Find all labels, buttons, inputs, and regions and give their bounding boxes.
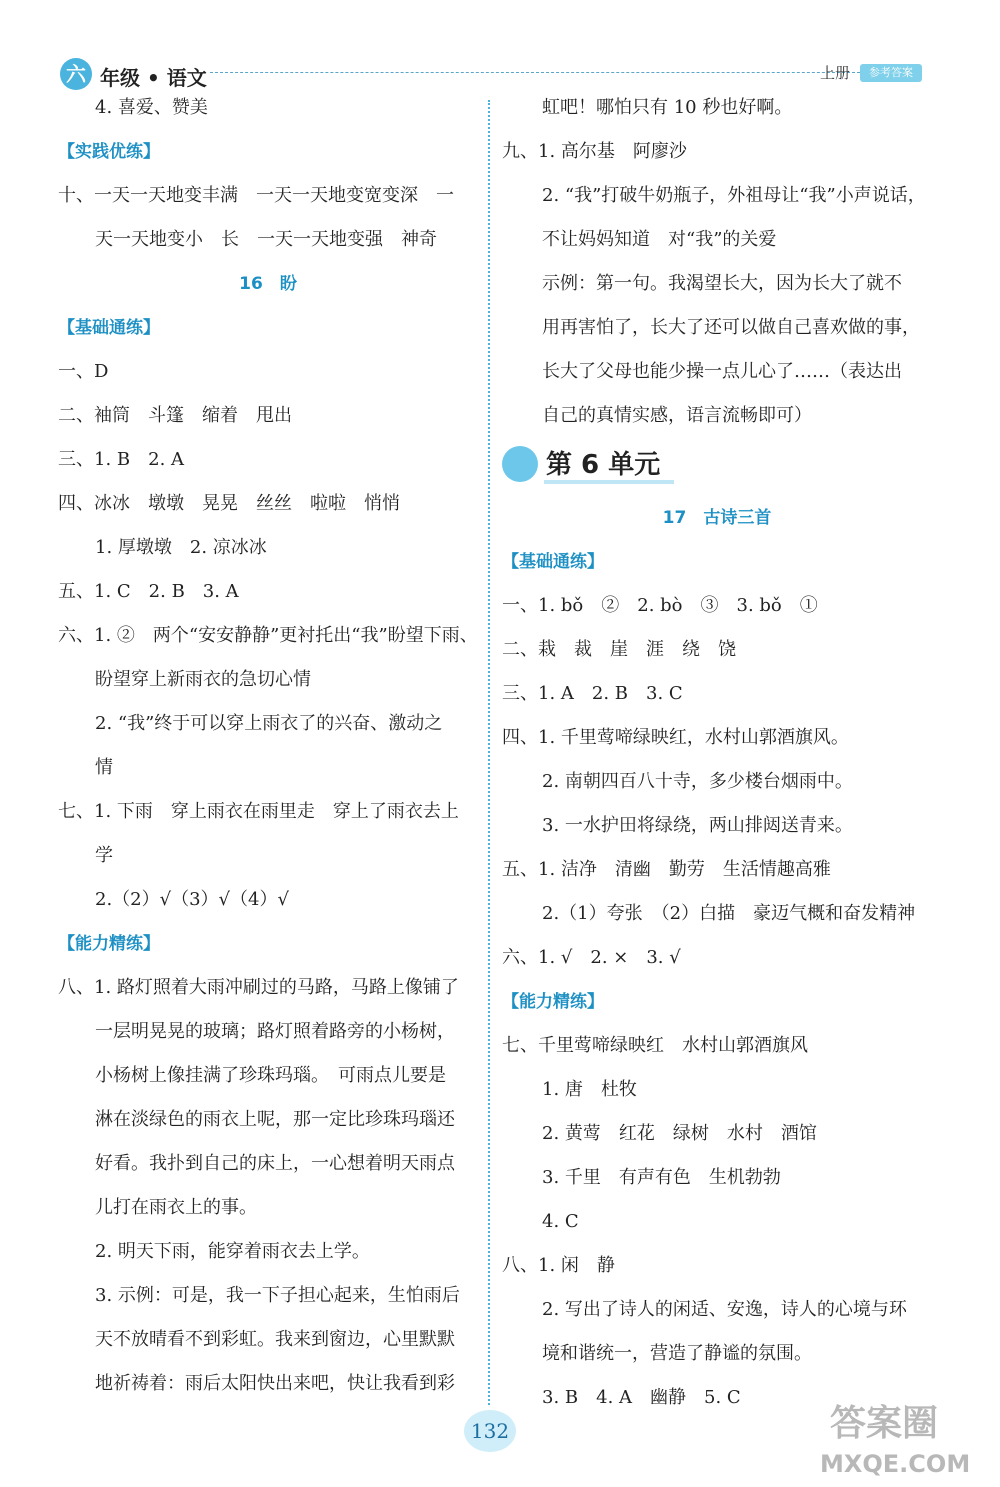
answer-line: 九、1. 高尔基 阿廖沙 [502,141,687,162]
answer-line: 小杨树上像挂满了珍珠玛瑙。 可雨点儿要是 [95,1065,446,1086]
answer-line: 三、1. B 2. A [58,449,185,470]
answer-line: 七、1. 下雨 穿上雨衣在雨里走 穿上了雨衣去上 [58,801,459,822]
answer-line: 五、1. C 2. B 3. A [58,581,239,602]
answer-line: 境和谐统一，营造了静谧的氛围。 [542,1343,812,1364]
answer-line: 五、1. 洁净 清幽 勤劳 生活情趣高雅 [502,859,831,880]
answer-line: 用再害怕了，长大了还可以做自己喜欢做的事， [542,317,920,338]
lesson-title: 17 古诗三首 [662,508,772,528]
answer-line: 淋在淡绿色的雨衣上呢，那一定比珍珠玛瑙还 [95,1109,455,1130]
watermark-logo: 答案圈 [830,1403,939,1444]
answer-line: 情 [95,757,113,778]
answer-line: 2.（1）夸张 （2）白描 豪迈气概和奋发精神 [542,903,916,924]
answer-line: 四、冰冰 墩墩 晃晃 丝丝 啦啦 悄悄 [58,493,400,514]
answer-line: 自己的真情实感，语言流畅即可） [542,405,812,426]
answer-line: 八、1. 路灯照着大雨冲刷过的马路，马路上像铺了 [58,977,459,998]
left-column [58,86,478,1406]
lesson-title: 16 盼 [239,274,297,294]
answer-line: 七、千里莺啼绿映红 水村山郭酒旗风 [502,1035,808,1056]
right-column [502,86,932,1420]
answer-line: 2. 明天下雨，能穿着雨衣去上学。 [95,1241,370,1262]
answer-line: 3. 示例：可是，我一下子担心起来，生怕雨后 [95,1285,460,1306]
answer-line: 2.（2）√（3）√（4）√ [95,889,289,910]
answer-line: 2. 黄莺 红花 绿树 水村 酒馆 [542,1123,817,1144]
column-divider [488,100,490,1405]
section-label: 【基础通练】 [58,318,160,338]
answer-line: 天不放晴看不到彩虹。我来到窗边，心里默默 [95,1329,455,1350]
answer-line: 3. B 4. A 幽静 5. C [542,1387,741,1408]
answer-line: 长大了父母也能少操一点儿心了……（表达出 [542,361,902,382]
answer-line: 学 [95,845,113,866]
unit-title: 第 6 单元 [546,450,661,480]
answer-line: 2. “我”终于可以穿上雨衣了的兴奋、激动之 [95,713,443,734]
subject-title: 年级 • 语文 [100,66,207,90]
answer-line: 六、1. ② 两个“安安静静”更衬托出“我”盼望下雨、 [58,625,478,646]
header-rule [210,72,860,75]
grade-badge: 六 [60,58,92,90]
answer-badge: 参考答案 [860,64,922,82]
answer-line: 四、1. 千里莺啼绿映红，水村山郭酒旗风。 [502,727,849,748]
answer-line: 4. C [542,1211,579,1232]
answer-line: 六、1. √ 2. × 3. √ [502,947,681,968]
answer-line: 好看。我扑到自己的床上，一心想着明天雨点 [95,1153,455,1174]
answer-line: 一、D [58,361,109,382]
section-label: 【实践优练】 [58,142,160,162]
answer-line: 二、栽 裁 崖 涯 绕 饶 [502,639,736,660]
answer-line: 不让妈妈知道 对“我”的关爱 [542,229,777,250]
answer-line: 二、袖筒 斗篷 缩着 甩出 [58,405,292,426]
answer-line: 盼望穿上新雨衣的急切心情 [95,669,311,690]
answer-line: 2. “我”打破牛奶瓶子，外祖母让“我”小声说话， [542,185,926,206]
section-label: 【能力精练】 [58,934,160,954]
answer-line: 地祈祷着：雨后太阳快出来吧，快让我看到彩 [95,1373,455,1394]
answer-line: 天一天地变小 长 一天一天地变强 神奇 [95,229,437,250]
page-number: 132 [464,1410,516,1452]
answer-line: 十、一天一天地变丰满 一天一天地变宽变深 一 [58,185,454,206]
answer-line: 1. 厚墩墩 2. 凉冰冰 [95,537,267,558]
volume-label: 上册 [820,64,851,82]
answer-line: 八、1. 闲 静 [502,1255,615,1276]
answer-line: 3. 一水护田将绿绕，两山排闼送青来。 [542,815,853,836]
answer-line: 示例：第一句。我渴望长大，因为长大了就不 [542,273,902,294]
answer-line: 1. 唐 杜牧 [542,1079,637,1100]
unit-heading [502,438,932,496]
unit-circle-icon [502,446,538,482]
section-label: 【基础通练】 [502,552,604,572]
answer-line: 一、1. bǒ ② 2. bò ③ 3. bǒ ① [502,595,818,616]
section-label: 【能力精练】 [502,992,604,1012]
answer-line: 3. 千里 有声有色 生机勃勃 [542,1167,781,1188]
answer-line: 一层明晃晃的玻璃；路灯照着路旁的小杨树， [95,1021,455,1042]
answer-line: 虹吧！哪怕只有 10 秒也好啊。 [542,97,793,118]
answer-line: 2. 写出了诗人的闲适、安逸，诗人的心境与环 [542,1299,907,1320]
answer-line: 4. 喜爱、赞美 [95,97,208,118]
watermark-url: MXQE.COM [820,1450,971,1478]
answer-line: 三、1. A 2. B 3. C [502,683,683,704]
answer-line: 儿打在雨衣上的事。 [95,1197,257,1218]
answer-line: 2. 南朝四百八十寺，多少楼台烟雨中。 [542,771,853,792]
